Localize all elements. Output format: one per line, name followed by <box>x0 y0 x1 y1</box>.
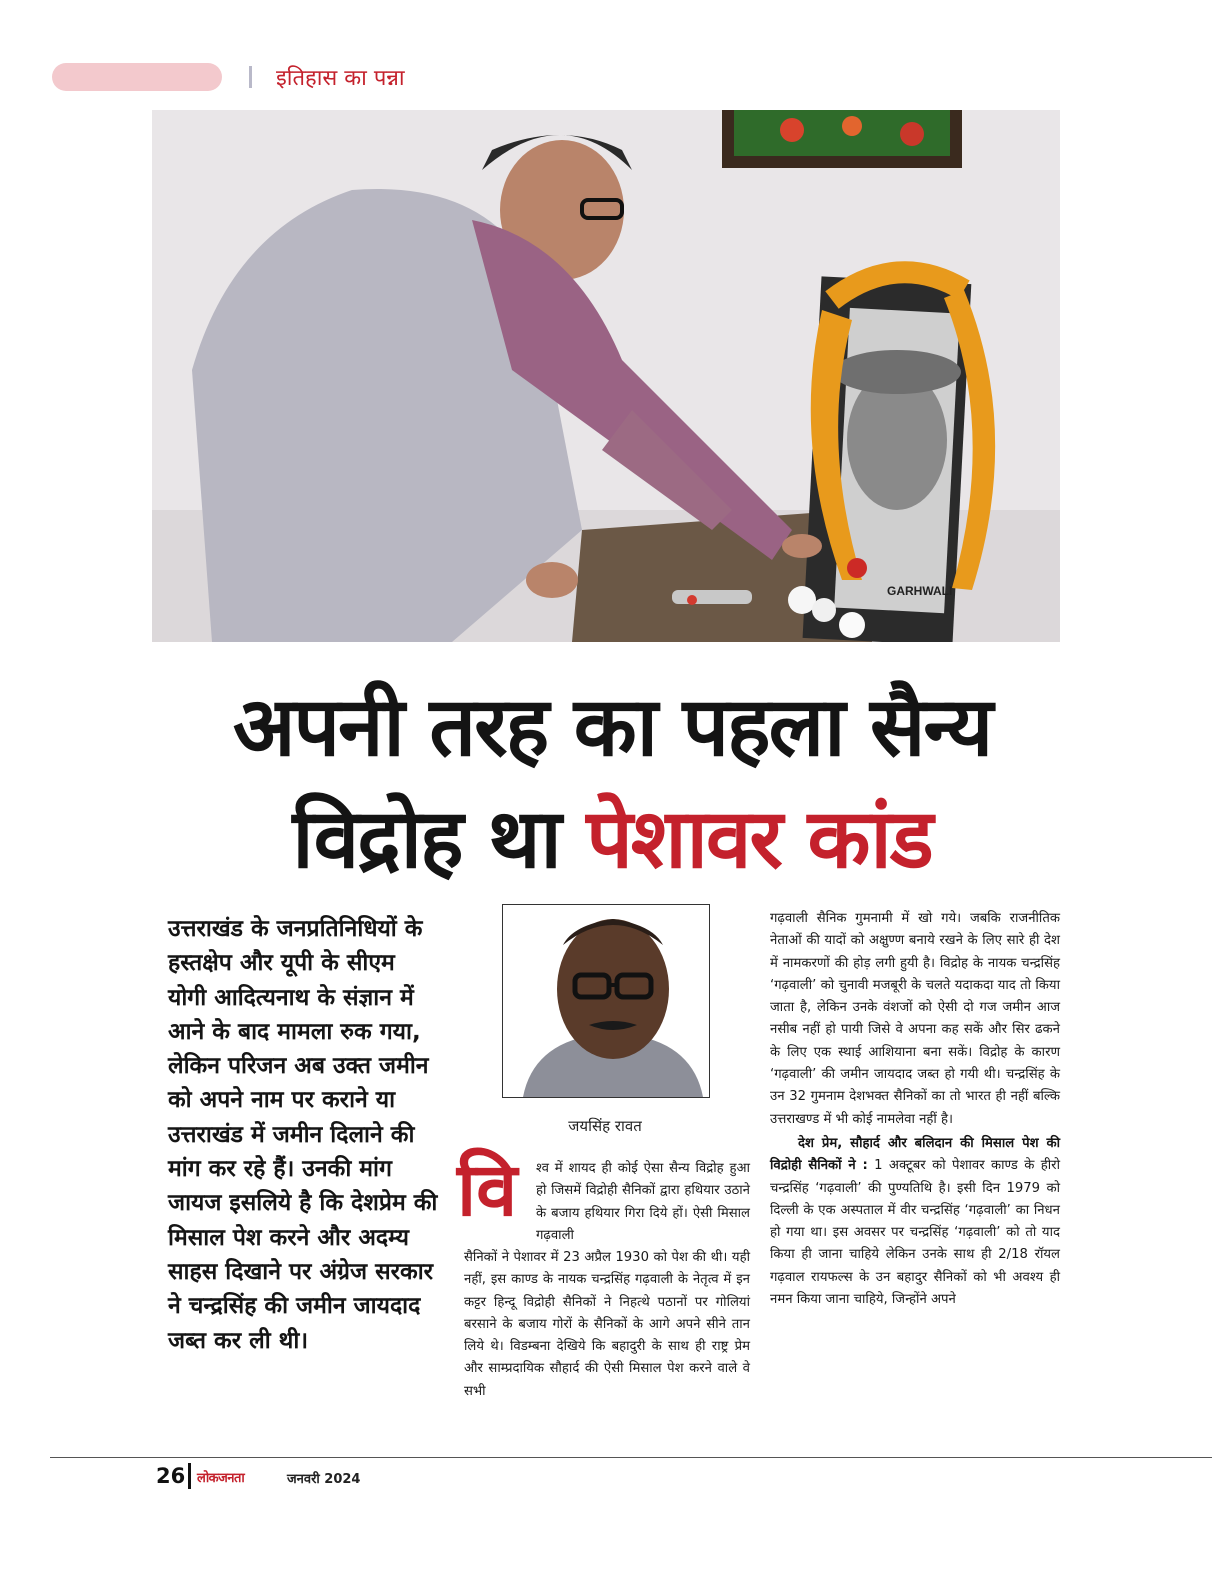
author-name: जयसिंह रावत <box>568 1117 642 1135</box>
author-photo <box>502 904 710 1098</box>
body-intro: श्व में शायद ही कोई ऐसा सैन्य विद्रोह हुआ हो जिसमें विद्रोही सैनिकों द्वारा हथियार उठाने के बजाय हथियार गिरा दिये हों। ऐसी मिसाल गढ़वाली <box>536 1161 750 1243</box>
headline-line-1: अपनी तरह का पहला सैन्य <box>232 680 992 775</box>
body-paragraph-2 <box>770 1133 1060 1311</box>
body-paragraph-1: गढ़वाली सैनिक गुमनामी में खो गये। जबकि राजनीतिक नेताओं की यादों को अक्षुण्ण बनाये रखने के लिए सारे ही देश में नामकरणों की होड़ लगी हुयी है। विद्रोह के नायक चन्द्रसिंह ‘गढ़वाली’ को चुनावी मजबूरी के चलते यदाकदा याद तो किया जाता है, लेकिन उनके वंशजों को ऐसी दो गज जमीन आज नसीब नहीं हो पायी जिसे वे अपना कह सकें और सिर ढकने के लिए एक स्थाई आशियाना बना सकें। विद्रोह के कारण ‘गढ़वाली’ की जमीन जायदाद जब्त हो गयी थी। चन्द्रसिंह के उन 32 गुमनाम देशभक्त सैनिकों का तो भारत ही नहीं बल्कि उत्तराखण्ड में भी कोई नामलेवा नहीं है। <box>770 911 1060 1127</box>
magazine-logo: लोकजनता <box>197 1471 245 1486</box>
lead-photo <box>152 110 1060 642</box>
page-number: 26 <box>156 1464 186 1488</box>
body-column-middle: सैनिकों ने पेशावर में 23 अप्रैल 1930 को पेश की थी। यही नहीं, इस काण्ड के नायक चन्द्रसिंह गढ़वाली के नेतृत्व में इन कट्टर हिन्दू विद्रोही सैनिकों ने निहत्थे पठानों पर गोलियां बरसाने के बजाय गोरों के सैनिकों के आगे अपने सीने तान लिये थे। विडम्बना देखिये कि बहादुरी के साथ ही राष्ट्र प्रेम और साम्प्रदायिक सौहार्द की ऐसी मिसाल पेश करने वाले वे सभी <box>464 1250 750 1399</box>
tribute-photo-illustration <box>152 110 1060 642</box>
body-paragraph-2-text: 1 अक्टूबर को पेशावर काण्ड के हीरो चन्द्रसिंह ‘गढ़वाली’ की पुण्यतिथि है। इसी दिन 1979 को दिल्ली के एक अस्पताल में वीर चन्द्रसिंह ‘गढ़वाली’ का निधन हो गया था। इस अवसर पर चन्द्रसिंह ‘गढ़वाली’ को तो याद किया ही जाना चाहिये लेकिन उनके साथ ही 2/18 रॉयल गढ़वाल रायफल्स के उन बहादुर सैनिकों को भी अवश्य ही नमन किया जाना चाहिये, जिन्होंने अपने <box>770 1158 1060 1308</box>
section-label: इतिहास का पन्ना <box>276 66 405 91</box>
portrait-caption: GARHWALI <box>887 584 953 598</box>
deck-summary: उत्तराखंड के जनप्रतिनिधियों के हस्तक्षेप और यूपी के सीएम योगी आदित्यनाथ के संज्ञान में आने के बाद मामला रुक गया, लेकिन परिजन अब उक्त जमीन को अपने नाम पर कराने या उत्तराखंड में जमीन दिलाने की मांग कर रहे हैं। उनकी मांग जायज इसलिये है कि देशप्रेम की मिसाल पेश करने और अदम्य साहस दिखाने पर अंग्रेज सरकार ने चन्द्रसिंह की जमीन जायदाद जब्त कर ली थी। <box>168 916 438 1354</box>
issue-date: जनवरी 2024 <box>287 1472 361 1487</box>
headline-highlight: पेशावर कांड <box>586 792 932 887</box>
headline-line-2-prefix: विद्रोह था <box>292 792 587 887</box>
footer-rule <box>50 1457 1212 1458</box>
section-divider <box>249 66 252 88</box>
footer-divider <box>188 1463 191 1489</box>
body-subhead: देश प्रेम, सौहार्द और बलिदान की मिसाल पेश की विद्रोही सैनिकों ने : <box>770 1135 1060 1174</box>
author-portrait <box>503 905 709 1097</box>
drop-cap: वि <box>457 1147 518 1233</box>
body-column-right <box>770 908 1060 1311</box>
section-tab-pill <box>52 63 222 91</box>
headline-line-2 <box>0 780 1224 892</box>
